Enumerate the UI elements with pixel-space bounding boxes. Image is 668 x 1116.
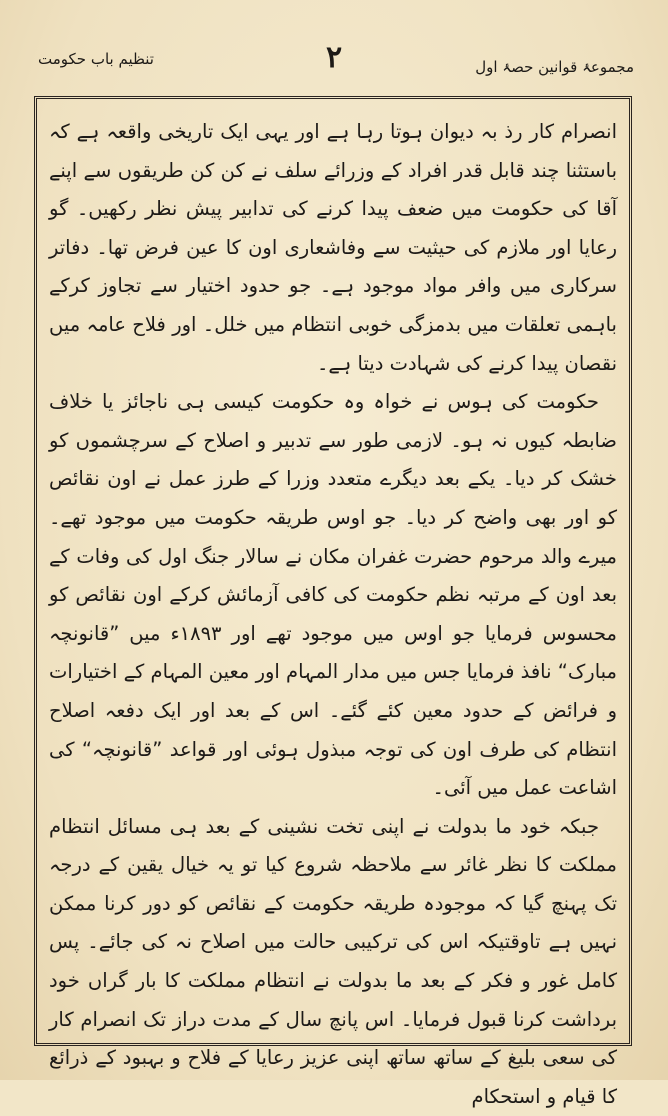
page-number: ۲ [325, 40, 343, 75]
paragraph-2: حکومت کی ہوس نے خواہ وہ حکومت کیسی ہی ناجائز یا خلاف ضابطہ کیوں نہ ہو۔ لازمی طور سے تدبیر و اصلاح کے سرچشموں کو خشک کر دیا۔ یکے بعد دیگرے متعدد وزرا کے طرز عمل نے اون نقائص کو اور بھی واضح کر دیا۔ جو اوس طریقہ حکومت میں موجود تھے۔ میرے والد مرحوم حضرت غفران مکان نے سالار جنگ اول کی وفات کے بعد اون کے مرتبہ نظم حکومت کی کافی آزمائش کرکے اون نقائص کو محسوس فرمایا جو اوس میں موجود تھے اور ۱۸۹۳ء میں ”قانونچہ مبارک“ نافذ فرمایا جس میں مدار المہام اور معین المہام کے اختیارات و فرائض کے حدود معین کئے گئے۔ اس کے بعد اور ایک دفعہ اصلاح انتظام کی طرف اون کی توجہ مبذول ہوئی اور قواعد ”قانونچہ“ کی اشاعت عمل میں آئی۔ [49, 390, 618, 800]
body-text [49, 113, 618, 1108]
paragraph-1: انصرام کار رذ بہ دیوان ہوتا رہا ہے اور یہی ایک تاریخی واقعہ ہے کہ باستثنا چند قابل قدر افراد کے وزرائے سلف نے کن کن طریقوں سے اپنے آقا کی حکومت میں ضعف پیدا کرنے کی تدابیر پیش نظر رکھیں۔ گو رعایا اور ملازم کی حیثیت سے وفاشعاری اون کا عین فرض تھا۔ دفاتر سرکاری میں وافر مواد موجود ہے۔ جو حدود اختیار سے تجاوز کرکے باہمی تعلقات میں بدمزگی خوبی انتظام میں خلل۔ اور فلاح عامہ میں نقصان پیدا کرنے کی شہادت دیتا ہے۔ [49, 120, 617, 375]
running-title-right: مجموعۂ قوانین حصۂ اول [475, 58, 634, 76]
running-title-left: تنظیم باب حکومت [38, 50, 154, 68]
paragraph-3: جبکہ خود ما بدولت نے اپنی تخت نشینی کے بعد ہی مسائل انتظام مملکت کا نظر غائر سے ملاحظہ شروع کیا تو یہ خیال یقین کے درجہ تک پہنچ گیا کہ موجودہ طریقہ حکومت کے نقائص کو دور کرنا ممکن نہیں ہے تاوقتیکہ اس کی ترکیبی حالت میں اصلاح نہ کی جائے۔ پس کامل غور و فکر کے بعد ما بدولت نے انتظام مملکت کا بار گراں خود برداشت کرنا قبول فرمایا۔ اس پانچ سال کے مدت دراز تک انصرام کار کی سعی بلیغ کے ساتھ ساتھ اپنی عزیز رعایا کے فلاح و بہبود کے ذرائع کا قیام و استحکام [49, 814, 617, 1108]
text-frame [34, 96, 632, 1108]
page-header [30, 40, 638, 90]
